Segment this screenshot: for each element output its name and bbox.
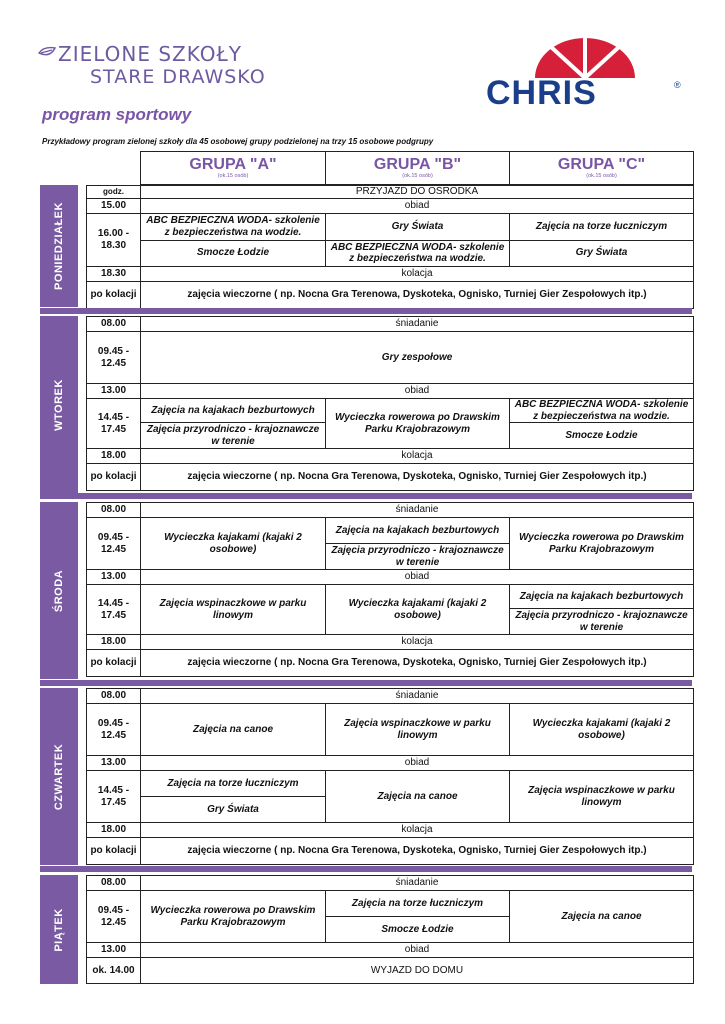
chris-wordmark: CHRIS: [486, 74, 597, 112]
activity-cell: Smocze Łodzie: [141, 240, 326, 266]
lunch-cell: obiad: [141, 384, 694, 399]
time-cell: po kolacji: [87, 838, 141, 865]
time-cell: ok. 14.00: [87, 958, 141, 984]
arrival-cell: PRZYJAZD DO OŚRODKA: [141, 186, 694, 199]
godz-label: godz.: [87, 186, 141, 199]
time-cell: 09.45 - 12.45: [87, 332, 141, 384]
lunch-cell: obiad: [141, 570, 694, 585]
day-label-monday: PONIEDZIAŁEK: [40, 185, 78, 307]
zielone-szkoly-logo: [38, 42, 268, 92]
time-cell: 09.45 - 12.45: [87, 704, 141, 756]
time-cell: 08.00: [87, 876, 141, 891]
time-cell: 14.45 - 17.45: [87, 399, 141, 449]
group-header-table: [140, 151, 694, 185]
day-label-tuesday: WTOREK: [40, 316, 78, 493]
breakfast-cell: śniadanie: [141, 317, 694, 332]
time-cell: po kolacji: [87, 464, 141, 491]
group-a-header: GRUPA "A" (ok.15 osób): [141, 152, 326, 185]
supper-cell: kolacja: [141, 266, 694, 281]
activity-cell: Zajęcia na torze łuczniczym: [141, 771, 326, 797]
supper-cell: kolacja: [141, 635, 694, 650]
activity-cell: ABC BEZPIECZNA WODA- szkolenie z bezpieczeństwa na wodzie.: [326, 240, 510, 266]
activity-cell: Gry Świata: [510, 240, 694, 266]
time-cell: 14.45 - 17.45: [87, 585, 141, 635]
activity-cell: Wycieczka kajakami (kajaki 2 osobowe): [326, 585, 510, 635]
breakfast-cell: śniadanie: [141, 503, 694, 518]
breakfast-cell: śniadanie: [141, 876, 694, 891]
wednesday-table: [86, 502, 694, 677]
time-cell: po kolacji: [87, 650, 141, 677]
activity-cell: Zajęcia na canoe: [326, 771, 510, 823]
time-cell: 18.30: [87, 266, 141, 281]
time-cell: 18.00: [87, 823, 141, 838]
activity-cell: Zajęcia na torze łuczniczym: [510, 213, 694, 240]
time-cell: 08.00: [87, 317, 141, 332]
activity-cell: Zajęcia na kajakach bezburtowych: [326, 518, 510, 544]
time-cell: 09.45 - 12.45: [87, 518, 141, 570]
activity-cell: Zajęcia na kajakach bezburtowych: [141, 399, 326, 423]
program-caption: Przykładowy program zielonej szkoły dla 45 osobowej grupy podzielonej na trzy 15 osobowe podgrupy: [42, 137, 434, 146]
activity-cell: Smocze Łodzie: [510, 423, 694, 449]
activity-cell: Zajęcia przyrodniczo - krajoznawcze w terenie: [141, 423, 326, 449]
activity-cell: Wycieczka kajakami (kajaki 2 osobowe): [141, 518, 326, 570]
breakfast-cell: śniadanie: [141, 689, 694, 704]
activity-cell: Wycieczka rowerowa po Drawskim Parku Krajobrazowym: [141, 891, 326, 943]
time-cell: 13.00: [87, 756, 141, 771]
time-cell: 18.00: [87, 635, 141, 650]
time-cell: po kolacji: [87, 281, 141, 308]
tuesday-table: [86, 316, 694, 491]
time-cell: 18.00: [87, 449, 141, 464]
activity-cell: Smocze Łodzie: [326, 917, 510, 943]
lunch-cell: obiad: [141, 756, 694, 771]
time-cell: 13.00: [87, 570, 141, 585]
leaf-icon: [38, 46, 56, 60]
activity-cell: Gry zespołowe: [141, 332, 694, 384]
day-separator: [40, 493, 692, 499]
activity-cell: Zajęcia wspinaczkowe w parku linowym: [510, 771, 694, 823]
activity-cell: Zajęcia wspinaczkowe w parku linowym: [141, 585, 326, 635]
activity-cell: Gry Świata: [141, 797, 326, 823]
time-cell: 13.00: [87, 384, 141, 399]
group-b-header: GRUPA "B" (ok.15 osób): [326, 152, 510, 185]
departure-cell: WYJAZD DO DOMU: [141, 958, 694, 984]
evening-activities-cell: zajęcia wieczorne ( np. Nocna Gra Terenowa, Dyskoteka, Ognisko, Turniej Gier Zespołowych itp.): [141, 281, 694, 308]
day-separator: [40, 866, 692, 872]
activity-cell: Zajęcia na canoe: [141, 704, 326, 756]
evening-activities-cell: zajęcia wieczorne ( np. Nocna Gra Terenowa, Dyskoteka, Ognisko, Turniej Gier Zespołowych itp.): [141, 650, 694, 677]
activity-cell: Zajęcia na kajakach bezburtowych: [510, 585, 694, 609]
activity-cell: Gry Świata: [326, 213, 510, 240]
activity-cell: ABC BEZPIECZNA WODA- szkolenie z bezpieczeństwa na wodzie.: [510, 399, 694, 423]
time-cell: 09.45 - 12.45: [87, 891, 141, 943]
chris-logo: [486, 38, 686, 112]
thursday-table: [86, 688, 694, 865]
time-cell: 13.00: [87, 943, 141, 958]
group-c-header: GRUPA "C" (ok.15 osób): [510, 152, 694, 185]
time-cell: 08.00: [87, 689, 141, 704]
day-label-friday: PIĄTEK: [40, 875, 78, 984]
day-separator: [40, 680, 692, 686]
supper-cell: kolacja: [141, 823, 694, 838]
day-label-thursday: CZWARTEK: [40, 688, 78, 865]
chris-dome-icon: [530, 38, 640, 78]
time-cell: 14.45 - 17.45: [87, 771, 141, 823]
logo-line-2: STARE DRAWSKO: [90, 66, 266, 88]
activity-cell: Zajęcia przyrodniczo - krajoznawcze w terenie: [510, 609, 694, 635]
activity-cell: Zajęcia na torze łuczniczym: [326, 891, 510, 917]
activity-cell: Wycieczka kajakami (kajaki 2 osobowe): [510, 704, 694, 756]
time-cell: 08.00: [87, 503, 141, 518]
lunch-cell: obiad: [141, 943, 694, 958]
registered-mark: ®: [674, 80, 681, 90]
lunch-cell: obiad: [141, 198, 694, 213]
activity-cell: Zajęcia na canoe: [510, 891, 694, 943]
time-cell: 15.00: [87, 198, 141, 213]
friday-table: [86, 875, 694, 984]
activity-cell: Zajęcia wspinaczkowe w parku linowym: [326, 704, 510, 756]
activity-cell: Zajęcia przyrodniczo - krajoznawcze w terenie: [326, 544, 510, 570]
evening-activities-cell: zajęcia wieczorne ( np. Nocna Gra Terenowa, Dyskoteka, Ognisko, Turniej Gier Zespołowych itp.): [141, 838, 694, 865]
page-subtitle: program sportowy: [42, 105, 192, 124]
time-cell: 16.00 - 18.30: [87, 213, 141, 266]
activity-cell: ABC BEZPIECZNA WODA- szkolenie z bezpieczeństwa na wodzie.: [141, 213, 326, 240]
activity-cell: Wycieczka rowerowa po Drawskim Parku Krajobrazowym: [510, 518, 694, 570]
monday-table: [86, 185, 694, 309]
day-separator: [40, 308, 692, 314]
supper-cell: kolacja: [141, 449, 694, 464]
activity-cell: Wycieczka rowerowa po Drawskim Parku Krajobrazowym: [326, 399, 510, 449]
logo-line-1: ZIELONE SZKOŁY: [58, 42, 242, 66]
day-label-wednesday: ŚRODA: [40, 502, 78, 679]
evening-activities-cell: zajęcia wieczorne ( np. Nocna Gra Terenowa, Dyskoteka, Ognisko, Turniej Gier Zespołowych itp.): [141, 464, 694, 491]
